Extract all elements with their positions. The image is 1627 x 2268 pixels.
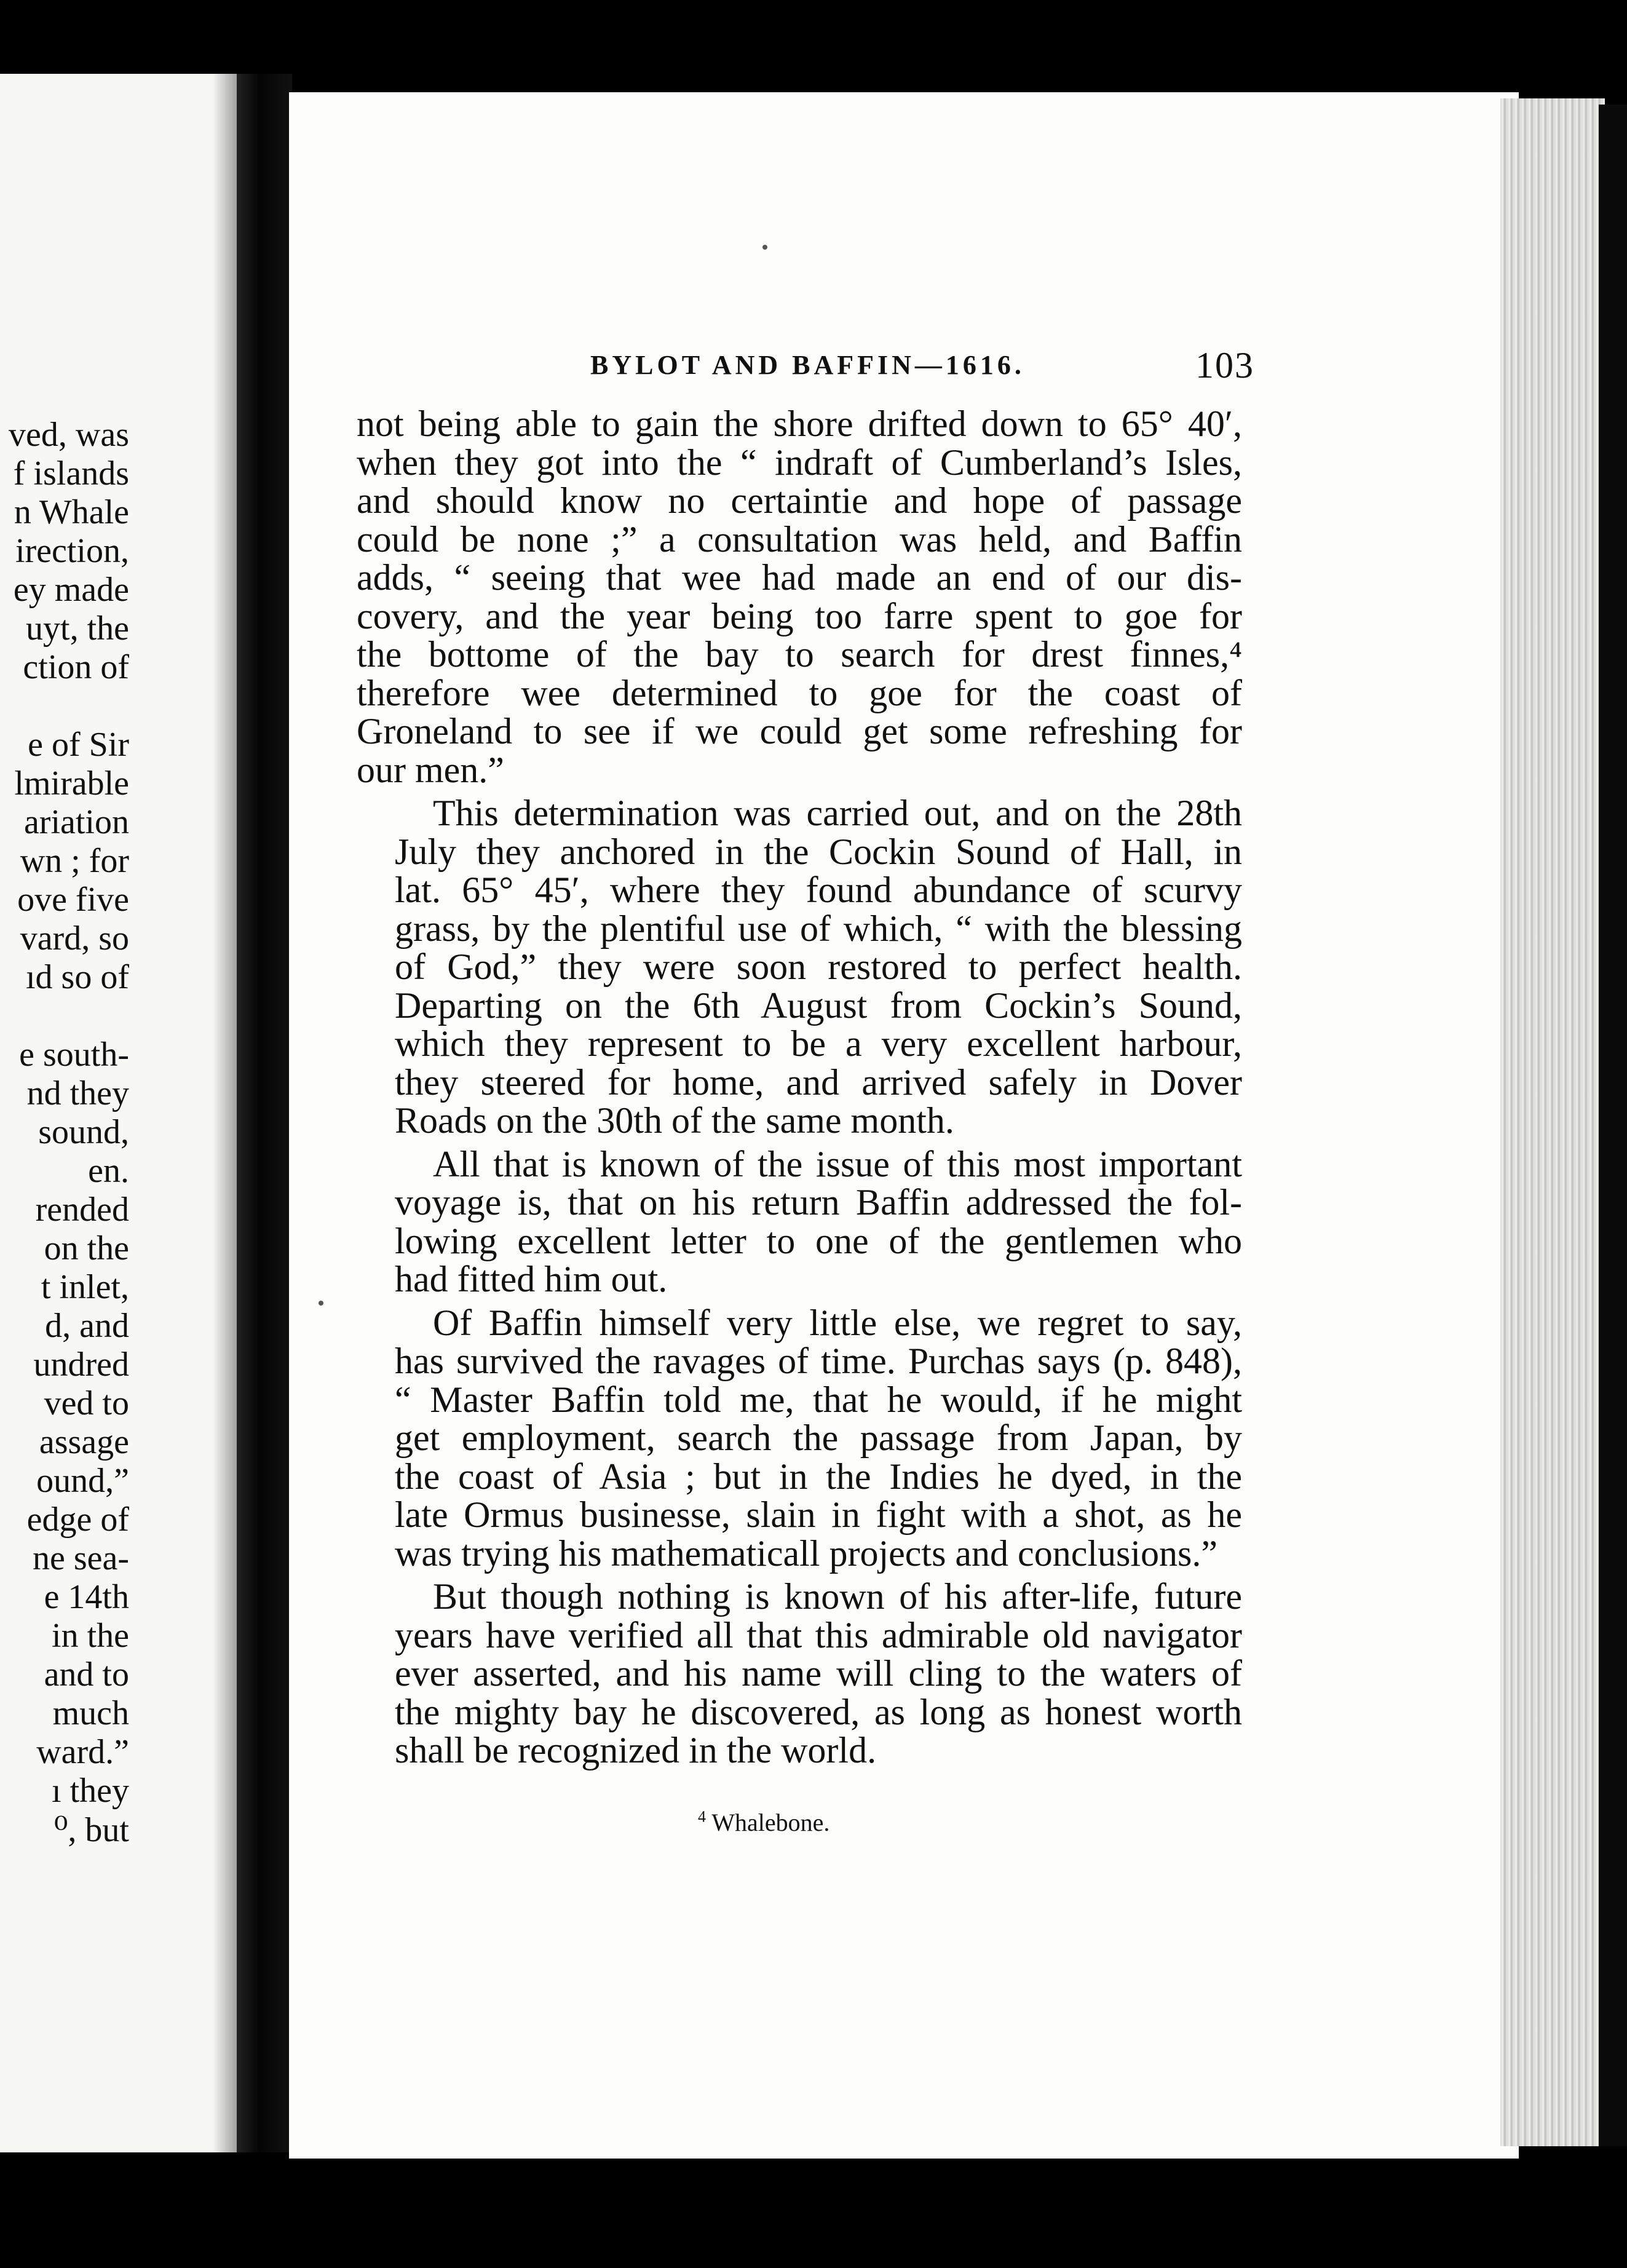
- text-line: our men.”: [357, 749, 504, 790]
- previous-page-line: ariation: [23, 803, 129, 841]
- previous-page-line: much: [52, 1694, 129, 1732]
- previous-page-line: n Whale: [14, 493, 129, 531]
- text-line: the coast of Asia ; but in the Indies he dyed, in the: [395, 1456, 1242, 1497]
- paragraph-1: [357, 405, 1242, 789]
- previous-page-line: irection,: [15, 532, 129, 570]
- previous-page-line: ward.”: [36, 1733, 129, 1771]
- previous-page-line: nd they: [26, 1074, 129, 1112]
- text-line: Groneland to see if we could get some refreshing for: [357, 711, 1242, 751]
- previous-page-line: ved, was: [9, 416, 129, 454]
- text-line: But though nothing is known of his after-life, future: [433, 1576, 1242, 1617]
- paragraph-4: [357, 1304, 1242, 1573]
- previous-page-line: ey made: [13, 571, 129, 609]
- footnote-text: Whalebone.: [711, 1809, 830, 1836]
- text-line: the bottome of the bay to search for drest finnes,⁴: [357, 634, 1242, 675]
- text-line: was trying his mathematicall projects and conclusions.”: [395, 1532, 1217, 1574]
- paragraph-5: [357, 1577, 1242, 1770]
- text-line: they steered for home, and arrived safely in Dover: [395, 1061, 1242, 1103]
- previous-page-line: t inlet,: [41, 1268, 129, 1306]
- previous-page-line: in the: [52, 1617, 129, 1655]
- text-line: lat. 65° 45′, where they found abundance of scurvy: [395, 870, 1242, 910]
- previous-page-line: ⁰, but: [53, 1811, 129, 1849]
- text-line: not being able to gain the shore drifted down to 65° 40′,: [357, 403, 1242, 444]
- previous-page-line: f islands: [13, 454, 129, 493]
- previous-page-text: [0, 74, 237, 2152]
- previous-page-line: uyt, the: [26, 609, 129, 648]
- previous-page-line: wn ; for: [20, 842, 129, 880]
- text-line: has survived the ravages of time. Purchas says (p. 848),: [395, 1341, 1242, 1381]
- text-line: Of Baffin himself very little else, we regret to say,: [433, 1302, 1242, 1343]
- text-line: and should know no certaintie and hope of passage: [357, 480, 1242, 521]
- page-stack-edge: [1500, 98, 1605, 2146]
- previous-page-line: sound,: [38, 1113, 129, 1151]
- paragraph-3: [357, 1145, 1242, 1299]
- text-line: when they got into the “ indraft of Cumberland’s Isles,: [357, 442, 1242, 483]
- footnote: [698, 1808, 829, 1837]
- previous-page-line: vard, so: [20, 919, 129, 958]
- page-number: 103: [1195, 345, 1254, 386]
- text-line: had fitted him out.: [395, 1259, 668, 1299]
- running-title: BYLOT AND BAFFIN—1616.: [590, 350, 1025, 380]
- text-line: voyage is, that on his return Baffin addressed the fol-: [395, 1182, 1242, 1223]
- text-line: late Ormus businesse, slain in fight with a shot, as he: [395, 1494, 1242, 1535]
- previous-page-line: ction of: [23, 648, 129, 686]
- body-text: [357, 405, 1242, 1770]
- text-line: covery, and the year being too farre spent to goe for: [357, 595, 1242, 636]
- text-line: could be none ;” a consultation was held, and Baffin: [357, 518, 1242, 560]
- text-line: which they represent to be a very excellent harbour,: [395, 1023, 1242, 1064]
- previous-page-line: en.: [88, 1152, 129, 1190]
- text-line: shall be recognized in the world.: [395, 1730, 877, 1770]
- previous-page-line: undred: [33, 1346, 129, 1384]
- previous-page-line: ıd so of: [26, 958, 129, 996]
- text-line: lowing excellent letter to one of the gentlemen who: [395, 1220, 1242, 1261]
- previous-page-line: lmirable: [14, 764, 129, 803]
- previous-page-line: e 14th: [44, 1578, 129, 1616]
- text-line: grass, by the plentiful use of which, “ with the blessing: [395, 908, 1242, 949]
- previous-page-line: ved to: [44, 1384, 129, 1422]
- paper-speck: [762, 245, 767, 250]
- text-line: the mighty bay he discovered, as long as honest worth: [395, 1691, 1242, 1732]
- previous-page-line: edge of: [26, 1501, 129, 1539]
- previous-page-line: ound,”: [36, 1462, 129, 1500]
- previous-page-line: d, and: [45, 1307, 129, 1345]
- previous-page-line: rended: [35, 1191, 129, 1229]
- cover-edge: [1599, 105, 1627, 2146]
- previous-page-line: e of Sir: [28, 726, 129, 764]
- previous-page: [0, 74, 237, 2152]
- paper-speck: [319, 1301, 323, 1306]
- previous-page-line: ı they: [52, 1772, 129, 1810]
- text-line: ever asserted, and his name will cling to the waters of: [395, 1653, 1242, 1694]
- text-line: years have verified all that this admirable old navigator: [395, 1614, 1242, 1655]
- previous-page-line: and to: [44, 1655, 129, 1694]
- running-header: [590, 345, 1254, 386]
- text-line: July they anchored in the Cockin Sound of Hall, in: [395, 831, 1242, 872]
- text-line: “ Master Baffin told me, that he would, if he might: [395, 1379, 1242, 1420]
- text-line: This determination was carried out, and on the 28th: [433, 793, 1242, 833]
- gutter-shadow: [212, 74, 237, 2152]
- text-line: get employment, search the passage from Japan, by: [395, 1418, 1242, 1458]
- text-line: adds, “ seeing that wee had made an end of our dis-: [357, 557, 1242, 598]
- previous-page-line: assage: [39, 1423, 129, 1461]
- footnote-marker: 4: [698, 1807, 706, 1826]
- text-line: Departing on the 6th August from Cockin’s Sound,: [395, 985, 1242, 1026]
- text-line: All that is known of the issue of this most important: [433, 1143, 1242, 1184]
- text-line: therefore wee determined to goe for the coast of: [357, 672, 1242, 713]
- text-line: Roads on the 30th of the same month.: [395, 1100, 954, 1141]
- previous-page-line: ove five: [17, 881, 129, 919]
- text-line: of God,” they were soon restored to perfect health.: [395, 946, 1242, 987]
- book-gutter: [237, 74, 292, 2152]
- previous-page-line: on the: [44, 1229, 129, 1267]
- previous-page-line: e south-: [19, 1036, 129, 1074]
- paragraph-2: [357, 794, 1242, 1140]
- previous-page-line: ne sea-: [32, 1539, 129, 1577]
